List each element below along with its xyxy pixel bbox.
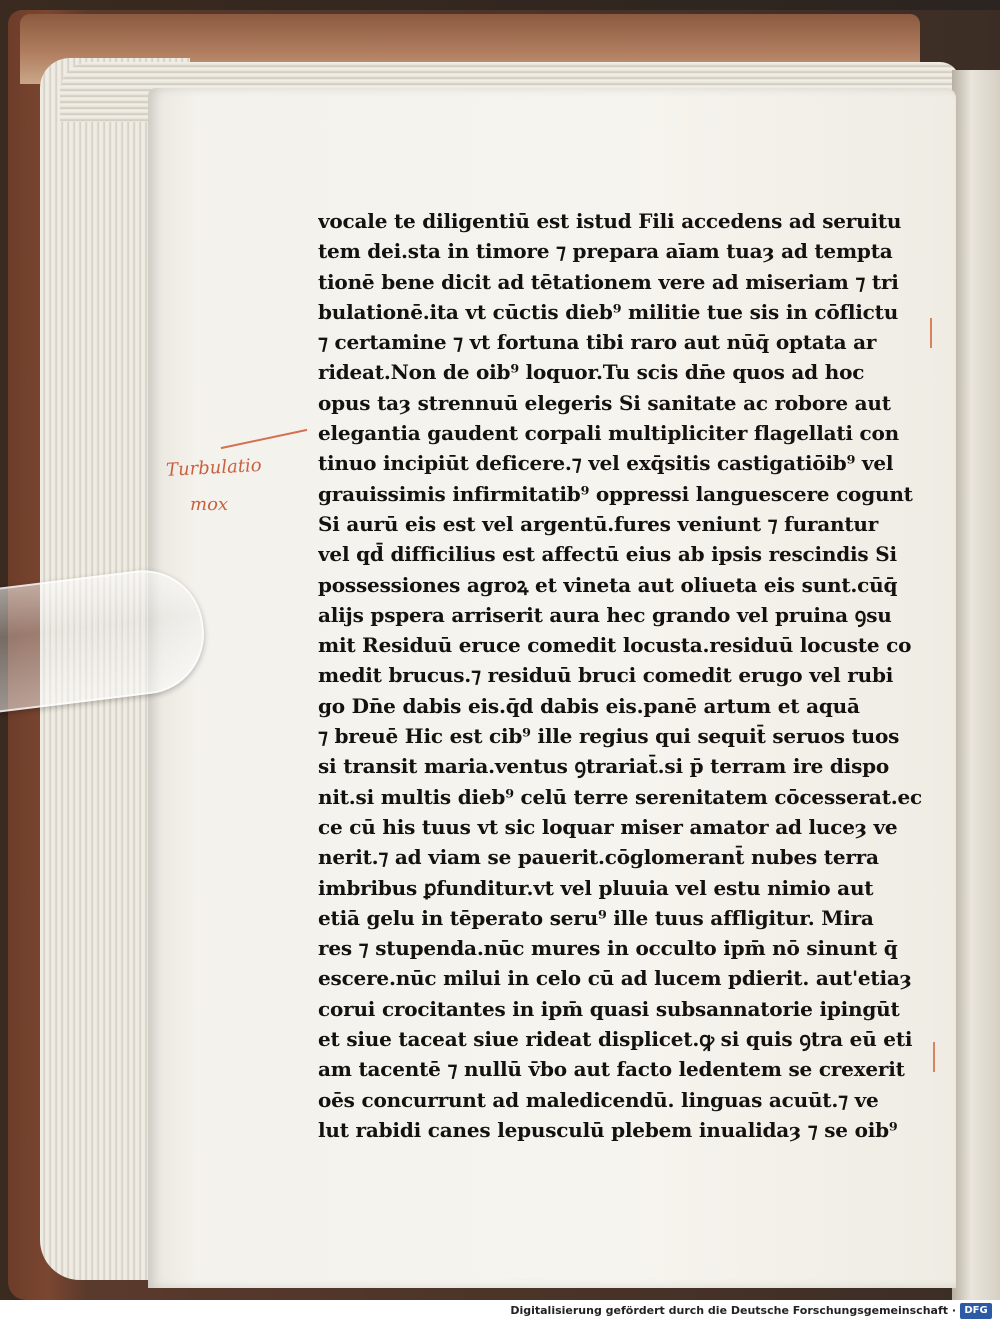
text-line: opus taȝ strennuū elegeris Si sanitate ac robore aut — [318, 390, 891, 415]
marginal-note-line-1: Turbulatio — [165, 454, 263, 481]
body-text — [318, 206, 930, 1145]
dfg-logo: DFG — [960, 1303, 992, 1319]
text-line: tionē bene dicit ad tētationem vere ad miseriam ⁊ tri — [318, 269, 899, 294]
text-line: ⁊ breuē Hic est cib⁹ ille regius qui sequit̄ seruos tuos — [318, 724, 900, 749]
margin-mark — [930, 318, 932, 348]
text-line: oēs concurrunt ad maledicendū. linguas acuūt.⁊ ve — [318, 1087, 879, 1112]
marginal-note — [166, 448, 316, 524]
footer-credit: Digitalisierung gefördert durch die Deutsche Forschungsgemeinschaft · — [510, 1304, 956, 1317]
text-line: tinuo incipiūt deficere.⁊ vel exq̄sitis castigatiōib⁹ vel — [318, 451, 894, 476]
text-line: alijs pspera arriserit aura hec grando vel pruina ꝯsu — [318, 602, 892, 627]
text-line: nerit.⁊ ad viam se pauerit.cōglomerant̄ nubes terra — [318, 845, 879, 870]
text-line: Si aurū eis est vel argentū.fures veniunt ⁊ furantur — [318, 511, 879, 536]
text-line: grauissimis infirmitatib⁹ oppressi languescere cogunt — [318, 481, 913, 506]
text-line: lut rabidi canes lepusculū plebem inualidaȝ ⁊ se oib⁹ — [318, 1117, 898, 1142]
text-line: corui crocitantes in ipm̄ quasi subsannatorie ipingūt — [318, 996, 900, 1021]
text-line: res ⁊ stupenda.nūc mures in occulto ipm̄ nō sinunt q̄ — [318, 936, 898, 961]
marginal-note-line-2: mox — [190, 494, 229, 515]
text-line: ⁊ certamine ⁊ vt fortuna tibi raro aut nūq̄ optata ar — [318, 330, 877, 355]
text-line: medit brucus.⁊ residuū bruci comedit erugo vel rubi — [318, 663, 894, 688]
text-line: rideat.Non de oib⁹ loquor.Tu scis dn̄e quos ad hoc — [318, 360, 865, 385]
facing-page-edge — [952, 70, 1000, 1300]
text-line: vel qd̄ difficilius est affectū eius ab ipsis rescindis Si — [318, 542, 897, 567]
text-line: bulationē.ita vt cūctis dieb⁹ militie tue sis in cōflictu — [318, 299, 899, 324]
text-line: escere.nūc milui in celo cū ad lucem pdierit. aut'etiaȝ — [318, 966, 912, 991]
text-line: si transit maria.ventus ꝯtrariat̄.si p̄ terram ire dispo — [318, 754, 890, 779]
text-line: etiā gelu in tēperato seru⁹ ille tuus affligitur. Mira — [318, 905, 874, 930]
text-line: tem dei.sta in timore ⁊ prepara aīam tuaȝ ad tempta — [318, 239, 893, 264]
text-line: ce cū his tuus vt sic loquar miser amator ad luceȝ ve — [318, 814, 898, 839]
text-line: am tacentē ⁊ nullū v̄bo aut facto ledentem se crexerit — [318, 1057, 905, 1082]
text-line: vocale te diligentiū est istud Fili accedens ad seruitu — [318, 209, 902, 233]
text-line: elegantia gaudent corpali multipliciter flagellati con — [318, 421, 900, 446]
margin-mark — [933, 1042, 935, 1072]
text-line: imbribus ꝑfunditur.vt vel pluuia vel estu nimio aut — [318, 875, 874, 900]
text-line: mit Residuū eruce comedit locusta.residuū locuste co — [318, 633, 912, 658]
footer-bar — [0, 1300, 1000, 1322]
text-line: et siue taceat siue rideat displicet.ꝙ si quis ꝯtra eū eti — [318, 1027, 913, 1052]
text-line: possessiones agroꝝ et vineta aut oliueta eis sunt.cūq̄ — [318, 572, 898, 597]
text-line: go Dn̄e dabis eis.q̄d dabis eis.panē artum et aquā — [318, 693, 860, 718]
text-line: nit.si multis dieb⁹ celū terre serenitatem cōcesserat.ec — [318, 784, 922, 809]
